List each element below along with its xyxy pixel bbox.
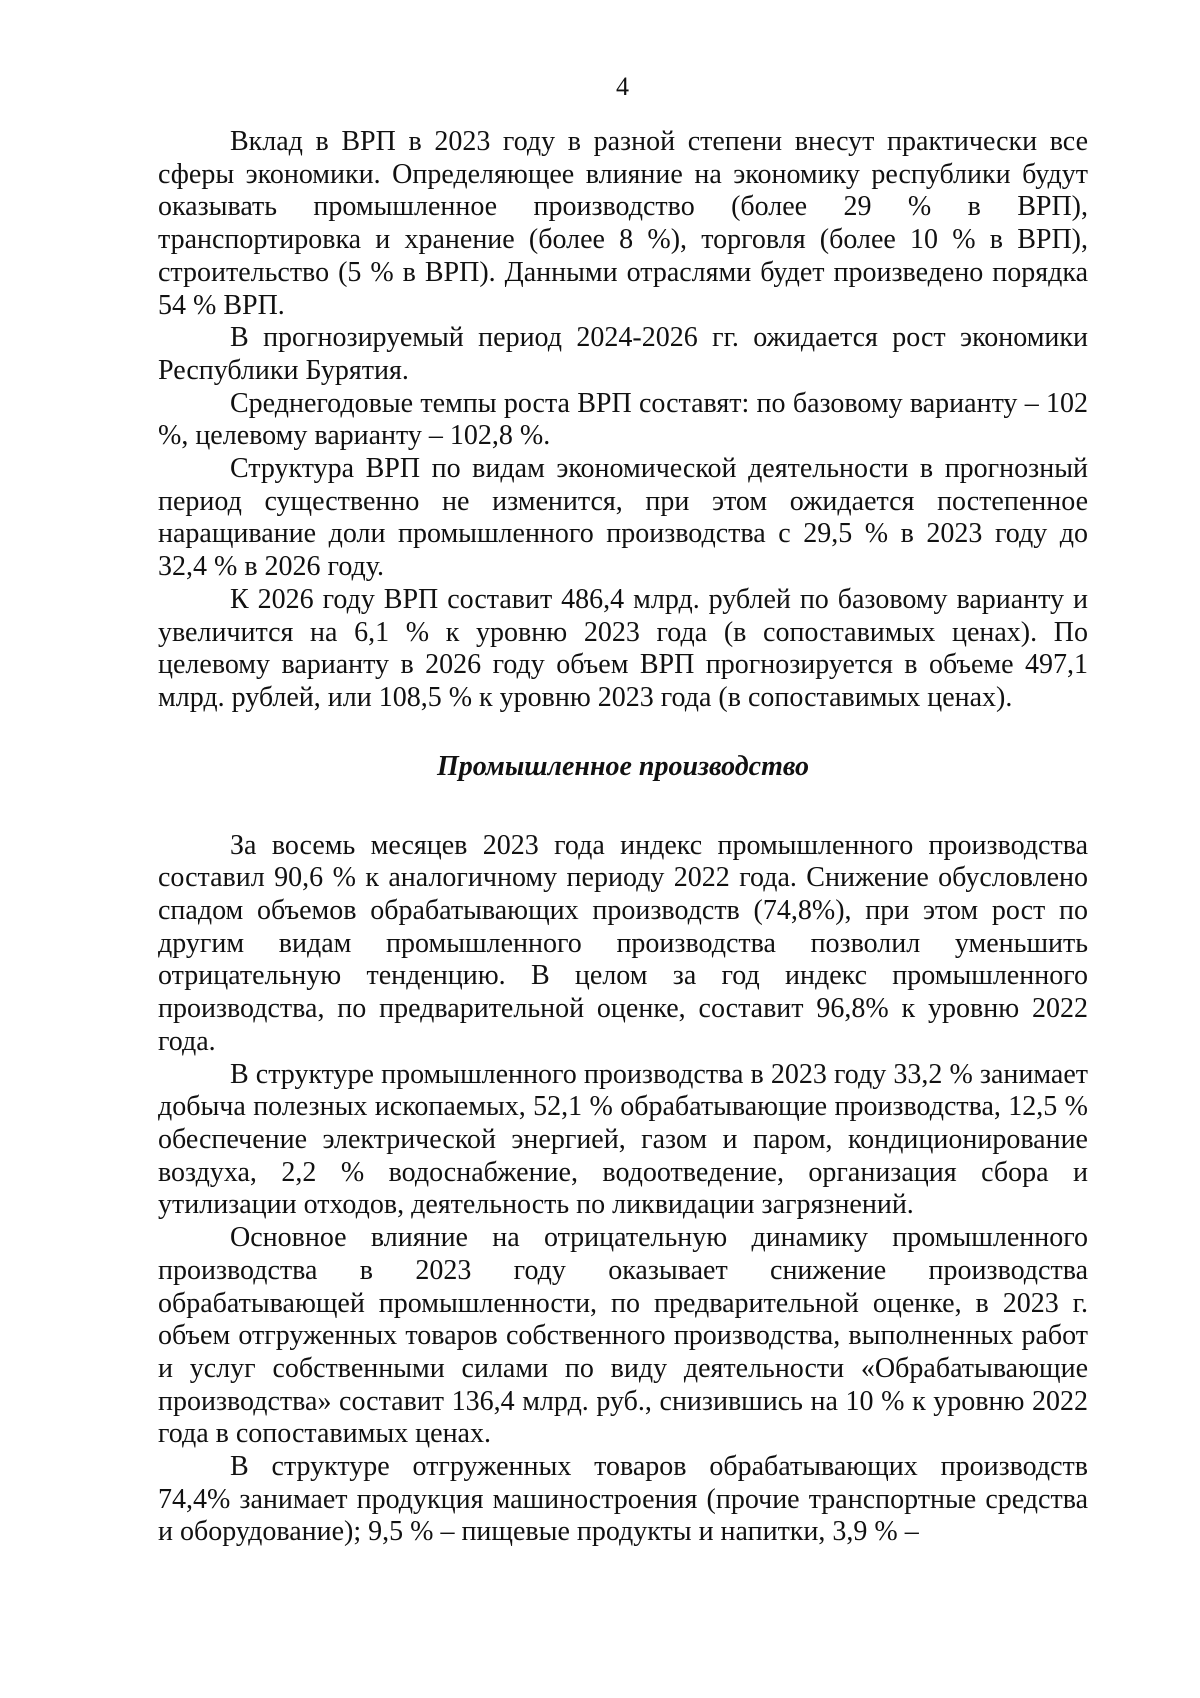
- document-body: [158, 126, 1088, 1549]
- paragraph-industrial-structure: В структуре промышленного производства в 2023 году 33,2 % занимает добыча полезных ископаемых, 52,1 % обрабатывающие производства, 12,5 % обеспечение электрической энергией, газом и паром, кондиционирование воздуха, 2,2 % водоснабжение, водоотведение, организация сбора и утилизации отходов, деятельность по ликвидации загрязнений.: [158, 1058, 1088, 1221]
- paragraph-vrp-2026: К 2026 году ВРП составит 486,4 млрд. рублей по базовому варианту и увеличится на 6,1 % к уровню 2023 года (в сопоставимых ценах). По целевому варианту в 2026 году объем ВРП прогнозируется в объеме 497,1 млрд. рублей, или 108,5 % к уровню 2023 года (в сопоставимых ценах).: [158, 583, 1088, 713]
- paragraph-industrial-index: За восемь месяцев 2023 года индекс промышленного производства составил 90,6 % к аналогичному периоду 2022 года. Снижение обусловлено спадом объемов обрабатывающих производств (74,8%), при этом рост по другим видам промышленного производства позволил уменьшить отрицательную тенденцию. В целом за год индекс промышленного производства, по предварительной оценке, составит 96,8% к уровню 2022 года.: [158, 829, 1088, 1057]
- paragraph-growth-rates: Среднегодовые темпы роста ВРП составят: по базовому варианту – 102 %, целевому варианту – 102,8 %.: [158, 387, 1088, 452]
- paragraph-forecast-period: В прогнозируемый период 2024-2026 гг. ожидается рост экономики Республики Бурятия.: [158, 322, 1088, 386]
- paragraph-negative-dynamics: Основное влияние на отрицательную динамику промышленного производства в 2023 году оказывает снижение производства обрабатывающей промышленности, по предварительной оценке, в 2023 г. объем отгруженных товаров собственного производства, выполненных работ и услуг собственными силами по виду деятельности «Обрабатывающие производства» составит 136,4 млрд. руб., снизившись на 10 % к уровню 2022 года в сопоставимых ценах.: [158, 1222, 1088, 1450]
- paragraph-vrp-contribution: Вклад в ВРП в 2023 году в разной степени внесут практически все сферы экономики. Определяющее влияние на экономику республики будут оказывать промышленное производство (более 29 % в ВРП), транспортировка и хранение (более 8 %), торговля (более 10 % в ВРП), строительство (5 % в ВРП). Данными отраслями будет произведено порядка 54 % ВРП.: [158, 126, 1088, 321]
- section-heading-industrial-production: Промышленное производство: [436, 750, 810, 782]
- paragraph-vrp-structure: Структура ВРП по видам экономической деятельности в прогнозный период существенно не изменится, при этом ожидается постепенное наращивание доли промышленного производства с 29,5 % в 2023 году до 32,4 % в 2026 году.: [158, 453, 1088, 583]
- paragraph-shipped-goods-structure: В структуре отгруженных товаров обрабатывающих производств 74,4% занимает продукция машиностроения (прочие транспортные средства и оборудование); 9,5 % – пищевые продукты и напитки, 3,9 % –: [158, 1451, 1088, 1548]
- page-number: 4: [616, 72, 629, 101]
